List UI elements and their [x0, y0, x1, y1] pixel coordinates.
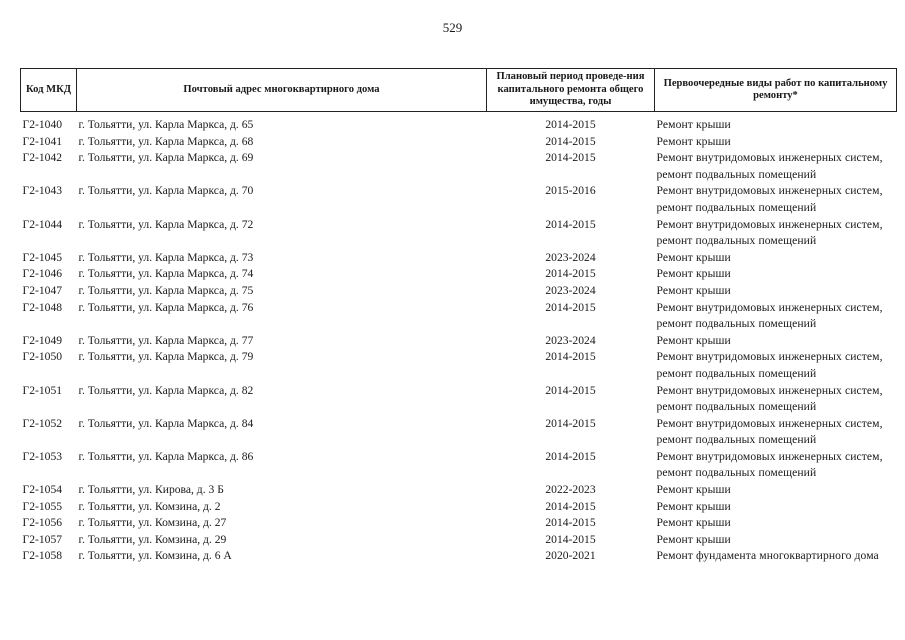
address-cell: г. Тольятти, ул. Комзина, д. 2	[78, 499, 221, 513]
table-row	[21, 250, 897, 267]
mkd-code-cell: Г2-1041	[22, 134, 63, 148]
table-row	[21, 150, 897, 183]
works-line: Ремонт внутридомовых инженерных систем,	[656, 383, 883, 397]
works-cell	[655, 383, 897, 416]
mkd-code-cell: Г2-1053	[22, 449, 63, 463]
address-cell: г. Тольятти, ул. Комзина, д. 27	[78, 516, 227, 530]
period-cell: 2014-2015	[545, 300, 596, 314]
works-line: Ремонт внутридомовых инженерных систем,	[656, 217, 883, 231]
address-cell: г. Тольятти, ул. Карла Маркса, д. 76	[78, 300, 254, 314]
period-cell: 2015-2016	[545, 184, 596, 198]
period-cell: 2014-2015	[545, 267, 596, 281]
table-row	[21, 217, 897, 250]
works-line: ремонт подвальных помещений	[656, 466, 817, 480]
page-number: 529	[442, 20, 463, 35]
mkd-code-cell: Г2-1048	[22, 300, 63, 314]
works-line: Ремонт крыши	[656, 250, 731, 264]
works-line: ремонт подвальных помещений	[656, 200, 817, 214]
mkd-code-cell: Г2-1040	[22, 118, 63, 131]
works-cell	[655, 266, 897, 283]
mkd-code-cell: Г2-1043	[22, 184, 63, 198]
mkd-code-cell: Г2-1044	[22, 217, 63, 231]
header-works: Первоочередные виды работ по капитальному ремонту*	[655, 69, 897, 112]
address-cell: г. Тольятти, ул. Карла Маркса, д. 72	[78, 217, 254, 231]
address-cell: г. Тольятти, ул. Карла Маркса, д. 73	[78, 250, 254, 264]
mkd-code-cell: Г2-1049	[22, 333, 63, 347]
period-cell: 2014-2015	[545, 499, 596, 513]
works-cell	[655, 134, 897, 151]
period-cell: 2023-2024	[545, 283, 596, 297]
period-cell: 2014-2015	[545, 383, 596, 397]
period-cell: 2014-2015	[545, 532, 596, 546]
works-line: Ремонт крыши	[656, 333, 731, 347]
period-cell: 2014-2015	[545, 134, 596, 148]
address-cell: г. Тольятти, ул. Карла Маркса, д. 74	[78, 267, 254, 281]
works-line: ремонт подвальных помещений	[656, 317, 817, 331]
works-line: Ремонт внутридомовых инженерных систем,	[656, 350, 883, 364]
works-line: Ремонт крыши	[656, 483, 731, 497]
mkd-code-cell: Г2-1054	[22, 483, 63, 497]
works-line: Ремонт крыши	[656, 134, 731, 148]
address-cell: г. Тольятти, ул. Комзина, д. 6 А	[78, 549, 232, 563]
mkd-code-cell: Г2-1051	[22, 383, 63, 397]
works-cell	[655, 548, 897, 565]
table-header	[21, 69, 897, 112]
table-row	[21, 266, 897, 283]
table-row	[21, 283, 897, 300]
mkd-code-cell: Г2-1045	[22, 250, 63, 264]
works-line: ремонт подвальных помещений	[656, 366, 817, 380]
mkd-code-cell: Г2-1050	[22, 350, 63, 364]
period-cell: 2014-2015	[545, 217, 596, 231]
works-line: ремонт подвальных помещений	[656, 167, 817, 181]
period-cell: 2020-2021	[545, 549, 596, 563]
works-cell	[655, 449, 897, 482]
period-cell: 2014-2015	[545, 449, 596, 463]
period-cell: 2023-2024	[545, 333, 596, 347]
header-code: Код МКД	[21, 69, 77, 112]
header-address: Почтовый адрес многоквартирного дома	[77, 69, 487, 112]
period-cell: 2014-2015	[545, 416, 596, 430]
table-row	[21, 333, 897, 350]
works-line: Ремонт крыши	[656, 267, 731, 281]
address-cell: г. Тольятти, ул. Карла Маркса, д. 69	[78, 151, 254, 165]
works-cell	[655, 416, 897, 449]
table-row	[21, 515, 897, 532]
address-cell: г. Тольятти, ул. Карла Маркса, д. 77	[78, 333, 254, 347]
address-cell: г. Тольятти, ул. Карла Маркса, д. 84	[78, 416, 254, 430]
table-row	[21, 349, 897, 382]
mkd-code-cell: Г2-1052	[22, 416, 63, 430]
works-line: ремонт подвальных помещений	[656, 400, 817, 414]
works-cell	[655, 300, 897, 333]
address-cell: г. Тольятти, ул. Карла Маркса, д. 75	[78, 283, 254, 297]
works-line: Ремонт внутридомовых инженерных систем,	[656, 184, 883, 198]
works-line: Ремонт крыши	[656, 118, 731, 131]
works-line: Ремонт внутридомовых инженерных систем,	[656, 151, 883, 165]
table-row	[21, 548, 897, 565]
mkd-code-cell: Г2-1046	[22, 267, 63, 281]
works-cell	[655, 333, 897, 350]
works-line: Ремонт крыши	[656, 283, 731, 297]
works-cell	[655, 283, 897, 300]
table-row	[21, 183, 897, 216]
address-cell: г. Тольятти, ул. Карла Маркса, д. 79	[78, 350, 254, 364]
table-row	[21, 134, 897, 151]
address-cell: г. Тольятти, ул. Карла Маркса, д. 70	[78, 184, 254, 198]
works-line: Ремонт внутридомовых инженерных систем,	[656, 416, 883, 430]
address-cell: г. Тольятти, ул. Комзина, д. 29	[78, 532, 227, 546]
address-cell: г. Тольятти, ул. Карла Маркса, д. 68	[78, 134, 254, 148]
works-cell	[655, 499, 897, 516]
works-line: ремонт подвальных помещений	[656, 234, 817, 248]
table-row	[21, 416, 897, 449]
works-cell	[655, 532, 897, 549]
period-cell: 2022-2023	[545, 483, 596, 497]
table-row	[21, 112, 897, 134]
mkd-code-cell: Г2-1047	[22, 283, 63, 297]
works-line: Ремонт внутридомовых инженерных систем,	[656, 300, 883, 314]
works-cell	[655, 217, 897, 250]
mkd-code-cell: Г2-1057	[22, 532, 63, 546]
header-period: Плановый период проведе-ния капитального ремонта общего имущества, годы	[487, 69, 655, 112]
works-line: Ремонт крыши	[656, 499, 731, 513]
works-cell	[655, 150, 897, 183]
works-cell	[655, 515, 897, 532]
table-row	[21, 449, 897, 482]
address-cell: г. Тольятти, ул. Карла Маркса, д. 82	[78, 383, 254, 397]
works-line: Ремонт крыши	[656, 516, 731, 530]
works-cell	[655, 112, 897, 134]
table-row	[21, 383, 897, 416]
period-cell: 2014-2015	[545, 151, 596, 165]
period-cell: 2023-2024	[545, 250, 596, 264]
works-cell	[655, 349, 897, 382]
address-cell: г. Тольятти, ул. Кирова, д. 3 Б	[78, 483, 224, 497]
address-cell: г. Тольятти, ул. Карла Маркса, д. 65	[78, 118, 254, 131]
works-line: Ремонт фундамента многоквартирного дома	[656, 549, 879, 563]
table-row	[21, 482, 897, 499]
table-body	[21, 112, 897, 566]
mkd-code-cell: Г2-1056	[22, 516, 63, 530]
works-cell	[655, 183, 897, 216]
works-line: ремонт подвальных помещений	[656, 433, 817, 447]
period-cell: 2014-2015	[545, 516, 596, 530]
mkd-code-cell: Г2-1058	[22, 549, 63, 563]
works-cell	[655, 482, 897, 499]
period-cell: 2014-2015	[545, 118, 596, 131]
works-cell	[655, 250, 897, 267]
table-row	[21, 499, 897, 516]
period-cell: 2014-2015	[545, 350, 596, 364]
mkd-code-cell: Г2-1042	[22, 151, 63, 165]
mkd-code-cell: Г2-1055	[22, 499, 63, 513]
capital-repair-table	[20, 68, 897, 565]
address-cell: г. Тольятти, ул. Карла Маркса, д. 86	[78, 449, 254, 463]
works-line: Ремонт крыши	[656, 532, 731, 546]
works-line: Ремонт внутридомовых инженерных систем,	[656, 449, 883, 463]
table-row	[21, 532, 897, 549]
table-row	[21, 300, 897, 333]
